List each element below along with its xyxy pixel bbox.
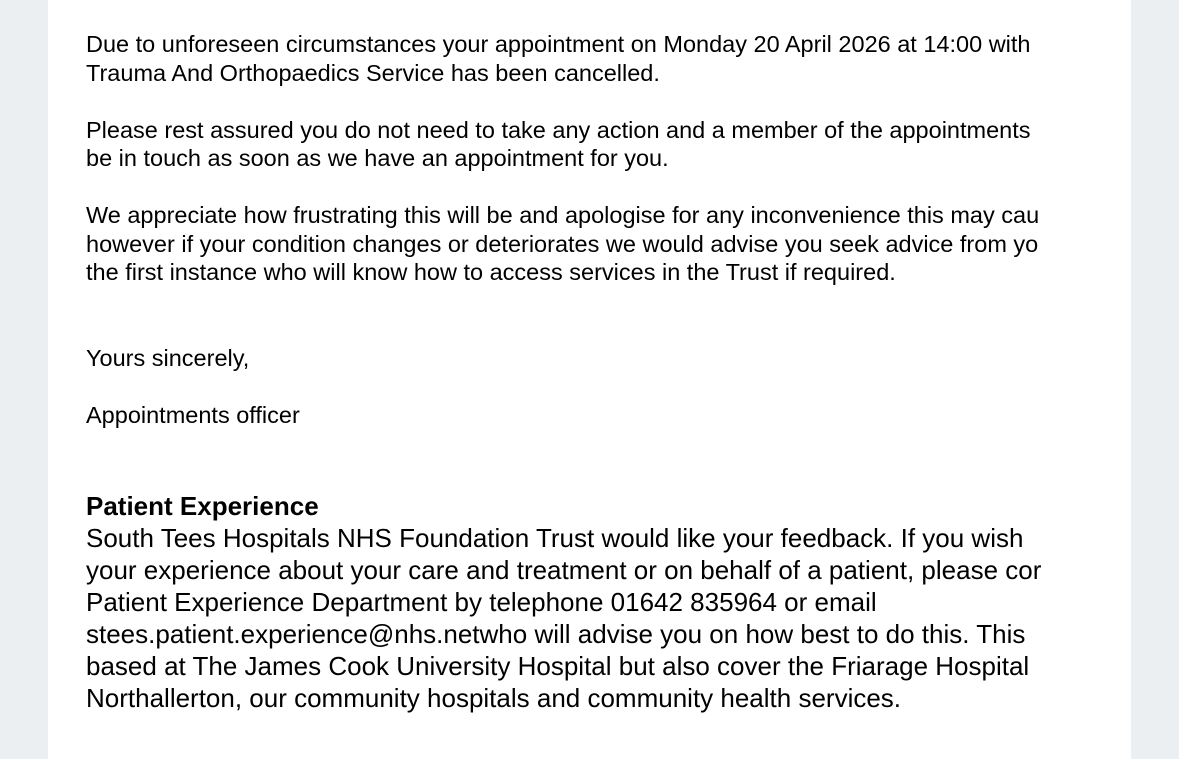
paragraph-line: however if your condition changes or deteriorates we would advise you seek advice from yo [86, 230, 1039, 257]
closing-text: Yours sincerely, [86, 344, 250, 371]
cancellation-paragraph [86, 30, 1131, 87]
patient-experience-heading: Patient Experience [86, 491, 319, 521]
paragraph-line: South Tees Hospitals NHS Foundation Trust would like your feedback. If you wish [86, 523, 1024, 553]
paragraph-line: based at The James Cook University Hospital but also cover the Friarage Hospital [86, 651, 1030, 681]
paragraph-line: Trauma And Orthopaedics Service has been cancelled. [86, 59, 660, 86]
apology-paragraph [86, 201, 1131, 287]
paragraph-line: stees.patient.experience@nhs.netwho will advise you on how best to do this. This [86, 619, 1026, 649]
paragraph-line: your experience about your care and treatment or on behalf of a patient, please cor [86, 555, 1042, 585]
paragraph-line: Please rest assured you do not need to take any action and a member of the appointments [86, 116, 1031, 143]
signature-text: Appointments officer [86, 401, 300, 428]
patient-experience-paragraph [86, 522, 1131, 714]
paragraph-line: be in touch as soon as we have an appointment for you. [86, 145, 669, 171]
paragraph-line: Due to unforeseen circumstances your appointment on Monday 20 April 2026 at 14:00 with [86, 31, 1031, 57]
reassurance-paragraph [86, 116, 1131, 173]
paragraph-line: the first instance who will know how to access services in the Trust if required. [86, 259, 896, 285]
letter-page [48, 0, 1131, 759]
paragraph-line: We appreciate how frustrating this will be and apologise for any inconvenience this may cau [86, 202, 1040, 228]
paragraph-line: Patient Experience Department by telephone 01642 835964 or email [86, 587, 877, 617]
letter-content [86, 30, 1131, 714]
paragraph-line: Northallerton, our community hospitals and community health services. [86, 683, 902, 713]
